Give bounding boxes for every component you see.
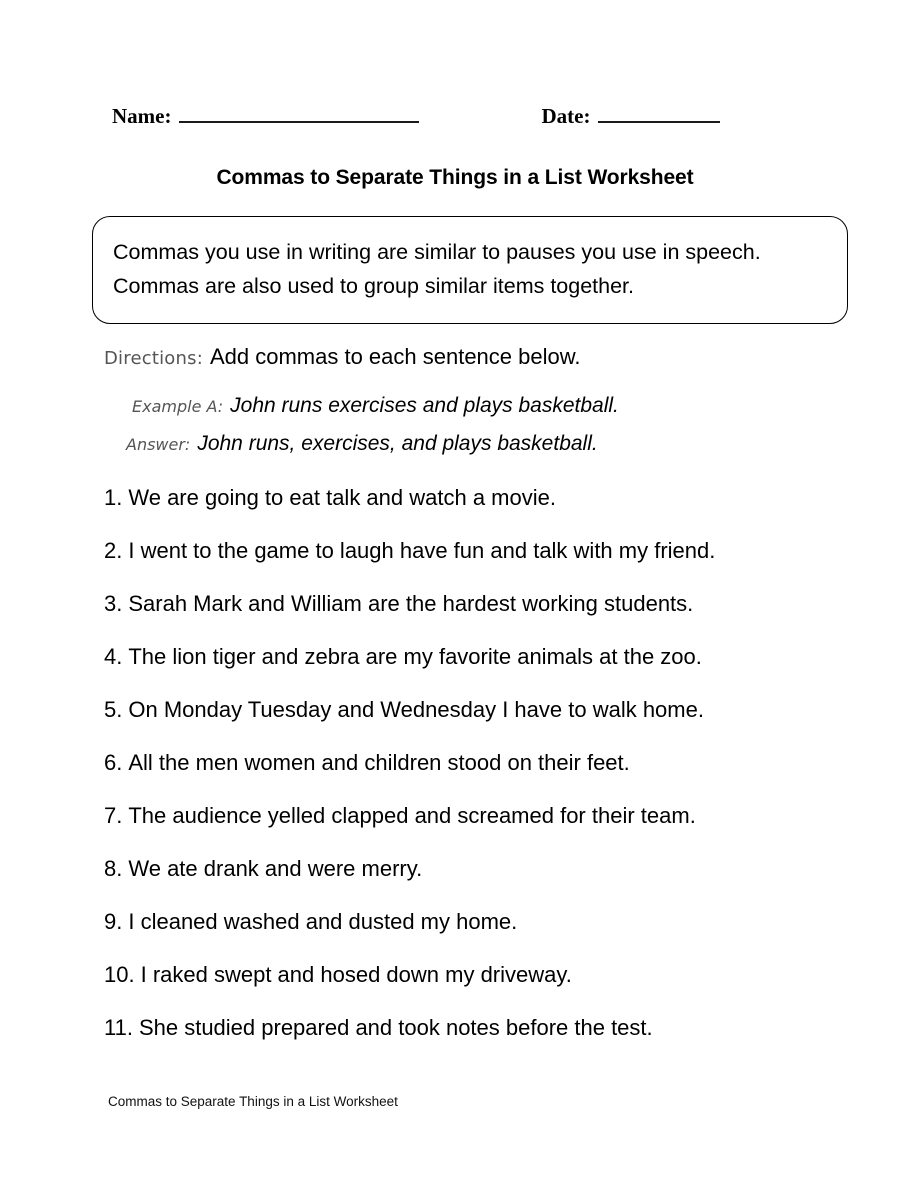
name-write-line[interactable] [179, 105, 419, 123]
question-text: I raked swept and hosed down my driveway. [140, 962, 572, 987]
example-label: Example A: [132, 397, 224, 416]
question-number: 6. [104, 750, 123, 775]
question-text: She studied prepared and took notes before the test. [138, 1015, 653, 1040]
example-text: John runs exercises and plays basketball. [230, 394, 619, 417]
example-row [132, 394, 619, 418]
question-number: 11. [104, 1015, 133, 1040]
info-box-text: Commas you use in writing are similar to pauses you use in speech. Commas are also used to group similar items together. [113, 240, 761, 298]
question-text: I went to the game to laugh have fun and talk with my friend. [128, 538, 716, 563]
question-text: We are going to eat talk and watch a movie. [128, 485, 556, 510]
list-item[interactable] [104, 590, 864, 617]
list-item[interactable] [104, 855, 864, 882]
question-list [104, 484, 864, 1067]
question-number: 3. [104, 591, 123, 616]
date-label: Date: [541, 104, 591, 128]
question-text: The lion tiger and zebra are my favorite animals at the zoo. [128, 644, 702, 669]
list-item[interactable] [104, 908, 864, 935]
name-label: Name: [112, 104, 172, 128]
question-number: 7. [104, 803, 123, 828]
question-number: 4. [104, 644, 123, 669]
list-item[interactable] [104, 1014, 864, 1041]
answer-row [126, 432, 598, 456]
directions-row [104, 344, 581, 370]
list-item[interactable] [104, 961, 864, 988]
list-item[interactable] [104, 696, 864, 723]
question-number: 2. [104, 538, 123, 563]
date-write-line[interactable] [598, 105, 720, 123]
question-number: 8. [104, 856, 123, 881]
question-number: 1. [104, 485, 123, 510]
question-text: All the men women and children stood on their feet. [128, 750, 630, 775]
question-number: 9. [104, 909, 123, 934]
answer-label: Answer: [126, 435, 191, 454]
list-item[interactable] [104, 537, 864, 564]
directions-text: Add commas to each sentence below. [209, 344, 581, 369]
info-box [92, 216, 848, 324]
question-text: We ate drank and were merry. [128, 856, 423, 881]
question-text: The audience yelled clapped and screamed for their team. [128, 803, 696, 828]
list-item[interactable] [104, 643, 864, 670]
question-number: 10. [104, 962, 135, 987]
question-text: Sarah Mark and William are the hardest working students. [128, 591, 694, 616]
footer-caption: Commas to Separate Things in a List Worksheet [108, 1094, 398, 1109]
page-title: Commas to Separate Things in a List Worksheet [216, 166, 694, 189]
name-date-row [0, 104, 910, 129]
answer-text: John runs, exercises, and plays basketball. [197, 432, 598, 455]
question-text: On Monday Tuesday and Wednesday I have to walk home. [128, 697, 704, 722]
list-item[interactable] [104, 802, 864, 829]
question-text: I cleaned washed and dusted my home. [128, 909, 518, 934]
question-number: 5. [104, 697, 123, 722]
list-item[interactable] [104, 749, 864, 776]
directions-label: Directions: [104, 348, 203, 369]
list-item[interactable] [104, 484, 864, 511]
